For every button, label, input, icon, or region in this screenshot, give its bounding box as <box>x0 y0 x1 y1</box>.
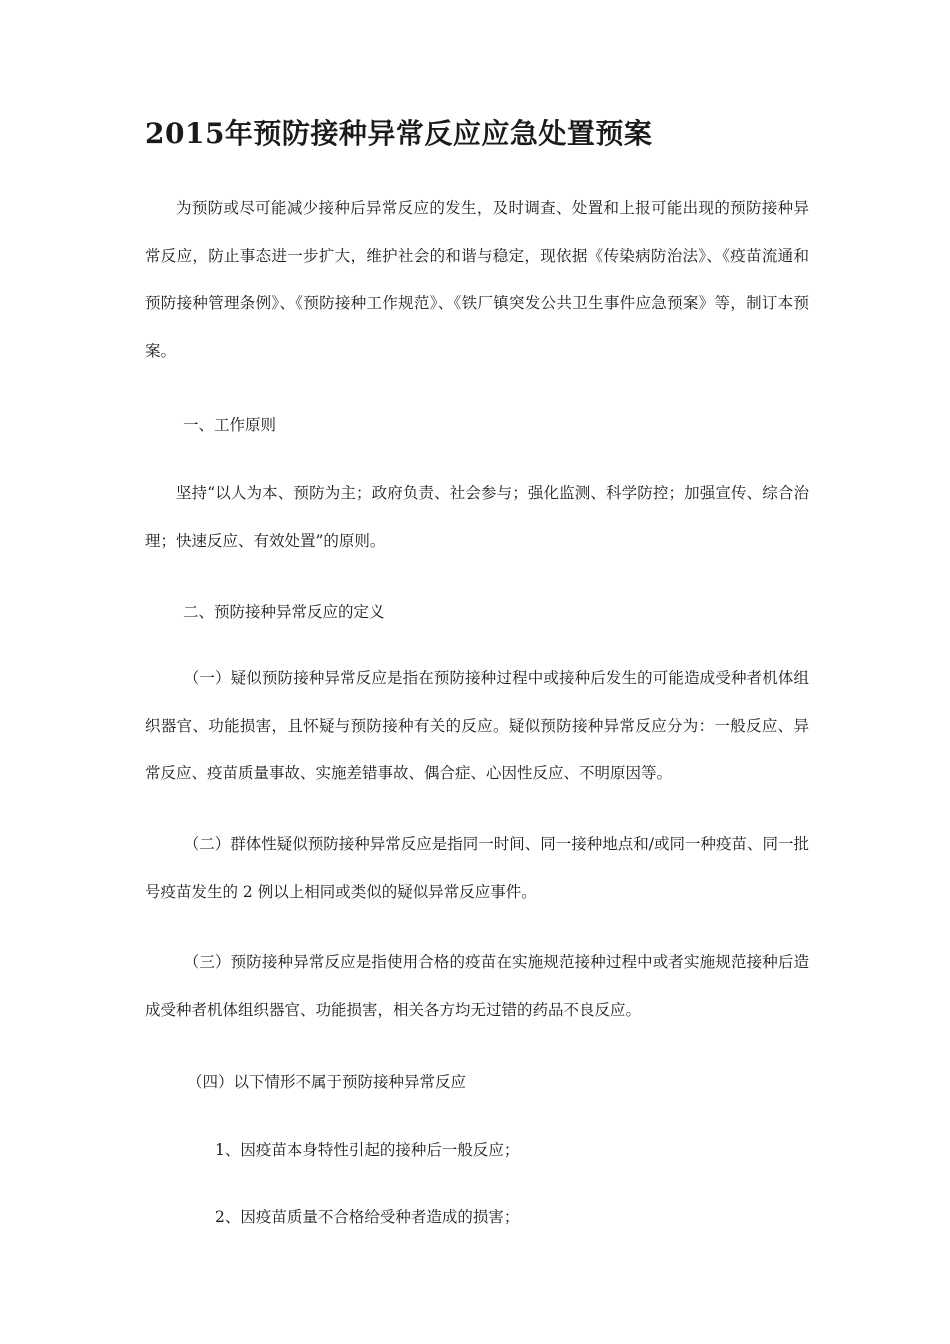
definition-heading-4: （四）以下情形不属于预防接种异常反应 <box>187 1073 467 1091</box>
section-heading-principles: 一、工作原则 <box>183 416 277 434</box>
document-title: 2015年预防接种异常反应应急处置预案 <box>145 117 653 150</box>
definition-paragraph-2: （二）群体性疑似预防接种异常反应是指同一时间、同一接种地点和/或同一种疫苗、同一批号疫苗发生的 2 例以上相同或类似的疑似异常反应事件。 <box>145 835 809 901</box>
definition-paragraph-1: （一）疑似预防接种异常反应是指在预防接种过程中或接种后发生的可能造成受种者机体组织器官、功能损害，且怀疑与预防接种有关的反应。疑似预防接种异常反应分为：一般反应、异常反应、疫苗质量事故、实施差错事故、偶合症、心因性反应、不明原因等。 <box>145 669 809 782</box>
exclusion-item: 2、因疫苗质量不合格给受种者造成的损害； <box>215 1208 520 1226</box>
principles-paragraph: 坚持“以人为本、预防为主；政府负责、社会参与；强化监测、科学防控；加强宣传、综合治理；快速反应、有效处置”的原则。 <box>145 484 809 550</box>
section-heading-definitions: 二、预防接种异常反应的定义 <box>183 603 385 621</box>
definition-paragraph-3: （三）预防接种异常反应是指使用合格的疫苗在实施规范接种过程中或者实施规范接种后造成受种者机体组织器官、功能损害，相关各方均无过错的药品不良反应。 <box>145 953 809 1019</box>
intro-paragraph: 为预防或尽可能减少接种后异常反应的发生，及时调查、处置和上报可能出现的预防接种异常反应，防止事态进一步扩大，维护社会的和谐与稳定，现依据《传染病防治法》、《疫苗流通和预防接种管理条例》、《预防接种工作规范》、《铁厂镇突发公共卫生事件应急预案》等，制订本预案。 <box>145 199 809 360</box>
exclusion-item: 1、因疫苗本身特性引起的接种后一般反应； <box>215 1141 520 1159</box>
